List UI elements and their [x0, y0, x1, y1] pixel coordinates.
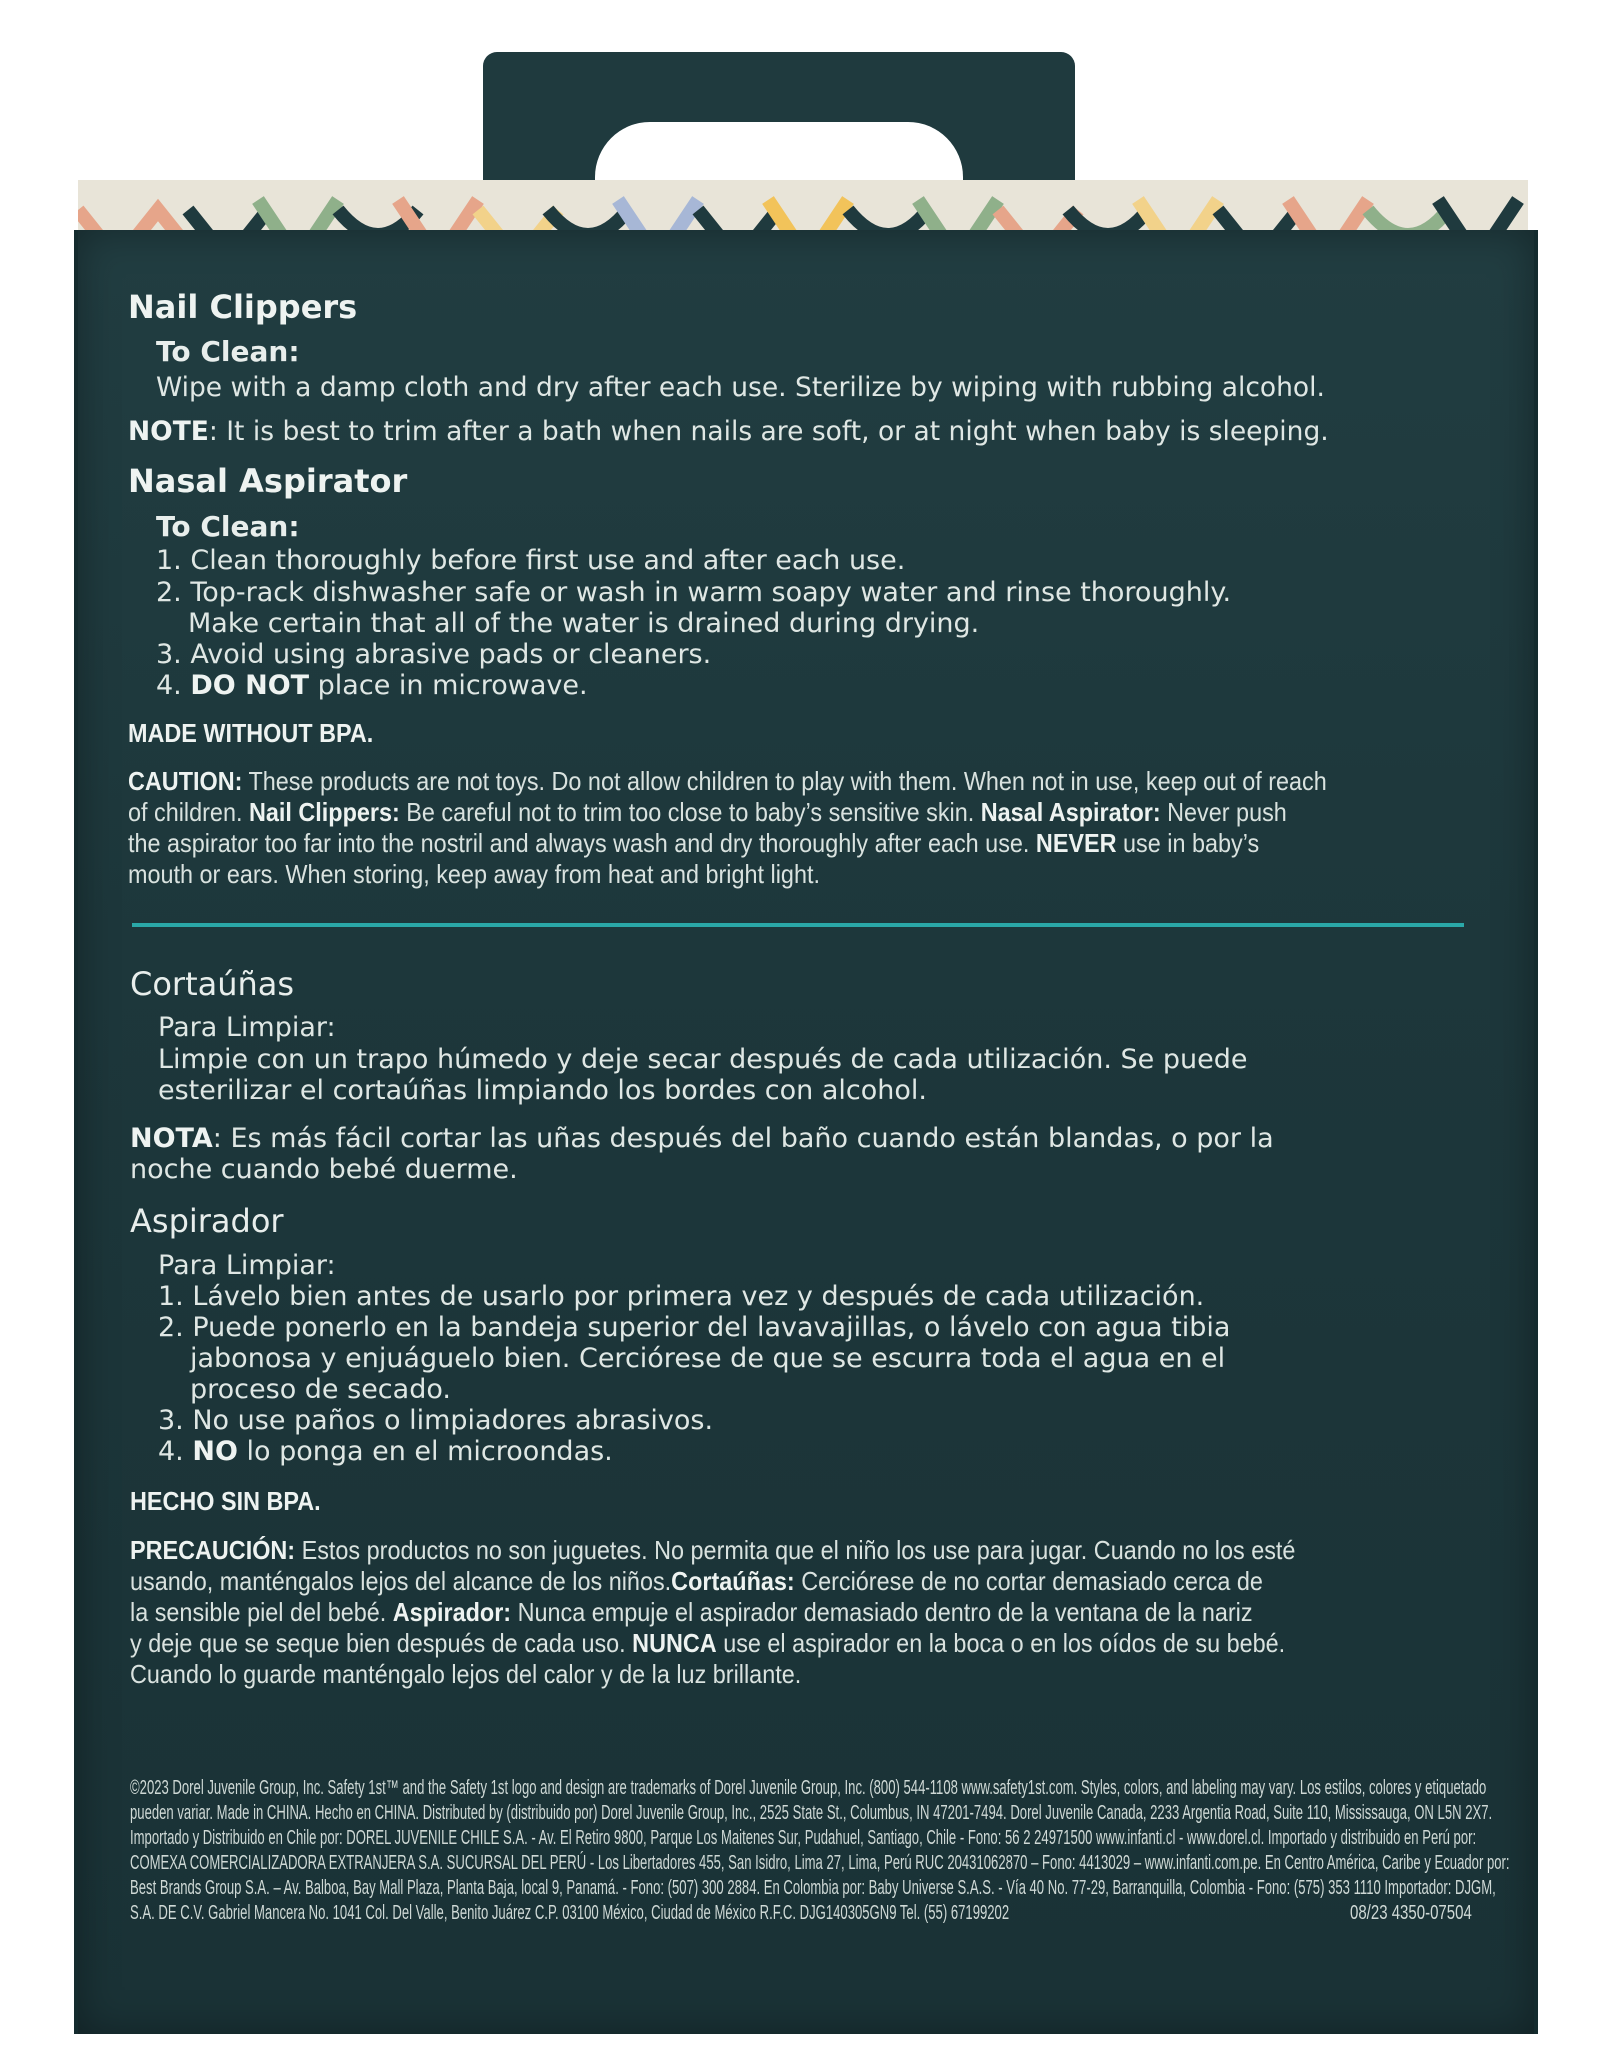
precaucion-line-1 [130, 1535, 1295, 1566]
panel-content [78, 230, 1534, 2034]
precaucion-text-2a: usando, manténgalos lejos del alcance de los niños. [130, 1566, 672, 1596]
caution-label: CAUTION: [128, 766, 243, 796]
nasal-step-2: 2. Top-rack dishwasher safe or wash in warm soapy water and rinse thoroughly. [156, 577, 1232, 608]
asp-step-4-num: 4. [158, 1436, 193, 1467]
precaucion-text-4a: y deje que se seque bien después de cada uso. [130, 1628, 633, 1658]
caution-text-3a: the aspirator too far into the nostril and always wash and dry thoroughly after each use. [128, 828, 1036, 858]
caution-line-2 [128, 797, 1287, 828]
asp-step-4-text: lo ponga en el microondas. [237, 1436, 613, 1467]
package-back-panel [74, 230, 1538, 2034]
caution-text-1: These products are not toys. Do not allow children to play with them. When not in use, keep out of reach [242, 766, 1327, 796]
aspirador-para-limpiar: Para Limpiar: [158, 1250, 336, 1281]
aspirador-step-3: 3. No use paños o limpiadores abrasivos. [158, 1405, 714, 1436]
precaucion-label: PRECAUCIÓN: [130, 1535, 296, 1565]
fine-print-4: COMEXA COMERCIALIZADORA EXTRANJERA S.A. SUCURSAL DEL PERÚ - Los Libertadores 455, San Isidro, Lima 27, Lima, Perú RUC 20431062870 – Fono: 4413029 – www.infanti.com.pe. En Centro América, Caribe y Ecuador por: [130, 1852, 1510, 1874]
aspirador-step-4 [158, 1436, 613, 1467]
precaucion-text-4c: use el aspirador en la boca o en los oídos de su bebé. [716, 1628, 1286, 1658]
caution-line-1 [128, 766, 1327, 797]
nasal-step-3: 3. Avoid using abrasive pads or cleaners. [156, 639, 712, 670]
aspirador-step-2a: 2. Puede ponerlo en la bandeja superior del lavavajillas, o lávelo con agua tibia [158, 1312, 1231, 1343]
aspirador-step-2b: jabonosa y enjuáguelo bien. Cerciórese de que se escurra toda el agua en el [190, 1343, 1226, 1374]
caution-text-2a: of children. [128, 797, 249, 827]
asp-no: NO [192, 1436, 238, 1467]
caution-text-2e: Never push [1160, 797, 1287, 827]
product-code: 08/23 4350-07504 [1350, 1902, 1472, 1924]
precaucion-cortaunas: Cortaúñas: [671, 1566, 795, 1596]
cortaunas-nota-1 [130, 1123, 1274, 1154]
precaucion-line-3 [130, 1597, 1253, 1628]
cortaunas-para-limpiar: Para Limpiar: [158, 1012, 336, 1043]
nasal-aspirator-heading: Nasal Aspirator [128, 462, 408, 500]
caution-line-4: mouth or ears. When storing, keep away from heat and bright light. [128, 859, 820, 889]
precaucion-line-4 [130, 1628, 1285, 1659]
caution-nail-clippers: Nail Clippers: [248, 797, 400, 827]
section-divider [132, 923, 1464, 927]
precaucion-nunca: NUNCA [632, 1628, 717, 1658]
fine-print-5: Best Brands Group S.A. – Av. Balboa, Bay Mall Plaza, Planta Baja, local 9, Panamá. - Fono: (507) 300 2884. En Colombia por: Baby Universe S.A.S. - Vía 40 No. 77-29, Barranquilla, Colombia - Fono: (575) 353 1110 Importador: DJGM, [130, 1877, 1496, 1899]
nail-to-clean-text: Wipe with a damp cloth and dry after each use. Sterilize by wiping with rubbing alcohol. [156, 372, 1325, 403]
nota-text-1: : Es más fácil cortar las uñas después del baño cuando están blandas, o por la [212, 1123, 1274, 1154]
note-label: NOTE [128, 416, 209, 447]
hecho-sin-bpa: HECHO SIN BPA. [130, 1486, 321, 1516]
caution-text-2c: Be careful not to trim too close to baby’s sensitive skin. [399, 797, 981, 827]
fine-print-2: pueden variar. Made in CHINA. Hecho en CHINA. Distributed by (distribuido por) Dorel Juvenile Group, Inc., 2525 State St., Columbus, IN 47201-7494. Dorel Juvenile Canada, 2233 Argentia Road, Suite 110, Mississauga, ON L5N 2X7. [130, 1802, 1493, 1824]
precaucion-line-5: Cuando lo guarde manténgalo lejos del calor y de la luz brillante. [130, 1659, 802, 1689]
cortaunas-text-2: esterilizar el cortaúñas limpiando los bordes con alcohol. [158, 1075, 927, 1106]
precaucion-line-2 [130, 1566, 1263, 1597]
nasal-step-4 [156, 670, 588, 701]
nota-label: NOTA [130, 1123, 213, 1154]
nasal-step-1: 1. Clean thoroughly before first use and after each use. [156, 545, 906, 576]
do-not: DO NOT [190, 670, 310, 701]
fine-print-1: ©2023 Dorel Juvenile Group, Inc. Safety 1st™ and the Safety 1st logo and design are trademarks of Dorel Juvenile Group, Inc. (800) 544-1108 www.safety1st.com. Styles, colors, and labeling may vary. Los estilos, colores y etiquetado [130, 1777, 1487, 1799]
nail-clippers-heading: Nail Clippers [128, 288, 358, 326]
aspirador-heading: Aspirador [130, 1202, 284, 1240]
cortaunas-heading: Cortaúñas [130, 965, 295, 1003]
made-without-bpa: MADE WITHOUT BPA. [128, 718, 374, 748]
precaucion-text-2c: Cerciórese de no cortar demasiado cerca de [794, 1566, 1263, 1596]
precaucion-aspirador: Aspirador: [392, 1597, 512, 1627]
caution-nasal-aspirator: Nasal Aspirator: [980, 797, 1161, 827]
caution-never: NEVER [1035, 828, 1117, 858]
note-text: : It is best to trim after a bath when nails are soft, or at night when baby is sleeping. [208, 416, 1329, 447]
nasal-step-2b: Make certain that all of the water is drained during drying. [188, 608, 980, 639]
step-4-num: 4. [156, 670, 191, 701]
fine-print-6: S.A. DE C.V. Gabriel Mancera No. 1041 Col. Del Valle, Benito Juárez C.P. 03100 México, Ciudad de México R.F.C. DJG140305GN9 Tel. (55) 67199202 [130, 1902, 1010, 1924]
cortaunas-text-1: Limpie con un trapo húmedo y deje secar después de cada utilización. Se puede [158, 1044, 1248, 1075]
precaucion-text-1: Estos productos no son juguetes. No permita que el niño los use para jugar. Cuando no los esté [295, 1535, 1296, 1565]
nasal-to-clean-label: To Clean: [156, 510, 300, 543]
aspirador-step-2c: proceso de secado. [190, 1374, 451, 1405]
caution-line-3 [128, 828, 1259, 859]
aspirador-step-1: 1. Lávelo bien antes de usarlo por primera vez y después de cada utilización. [158, 1281, 1205, 1312]
nail-to-clean-label: To Clean: [156, 335, 300, 368]
cortaunas-nota-2: noche cuando bebé duerme. [130, 1154, 518, 1185]
caution-text-3c: use in baby’s [1116, 828, 1260, 858]
nail-note [128, 416, 1329, 447]
precaucion-text-3c: Nunca empuje el aspirador demasiado dentro de la ventana de la nariz [511, 1597, 1253, 1627]
step-4-text: place in microwave. [309, 670, 588, 701]
precaucion-text-3a: la sensible piel del bebé. [130, 1597, 393, 1627]
fine-print-3: Importado y Distribuido en Chile por: DOREL JUVENILE CHILE S.A. - Av. El Retiro 9800, Parque Los Maitenes Sur, Pudahuel, Santiago, Chile - Fono: 56 2 24971500 www.infanti.cl - www.dorel.cl. Importado y distribuido en Perú por: [130, 1827, 1477, 1849]
